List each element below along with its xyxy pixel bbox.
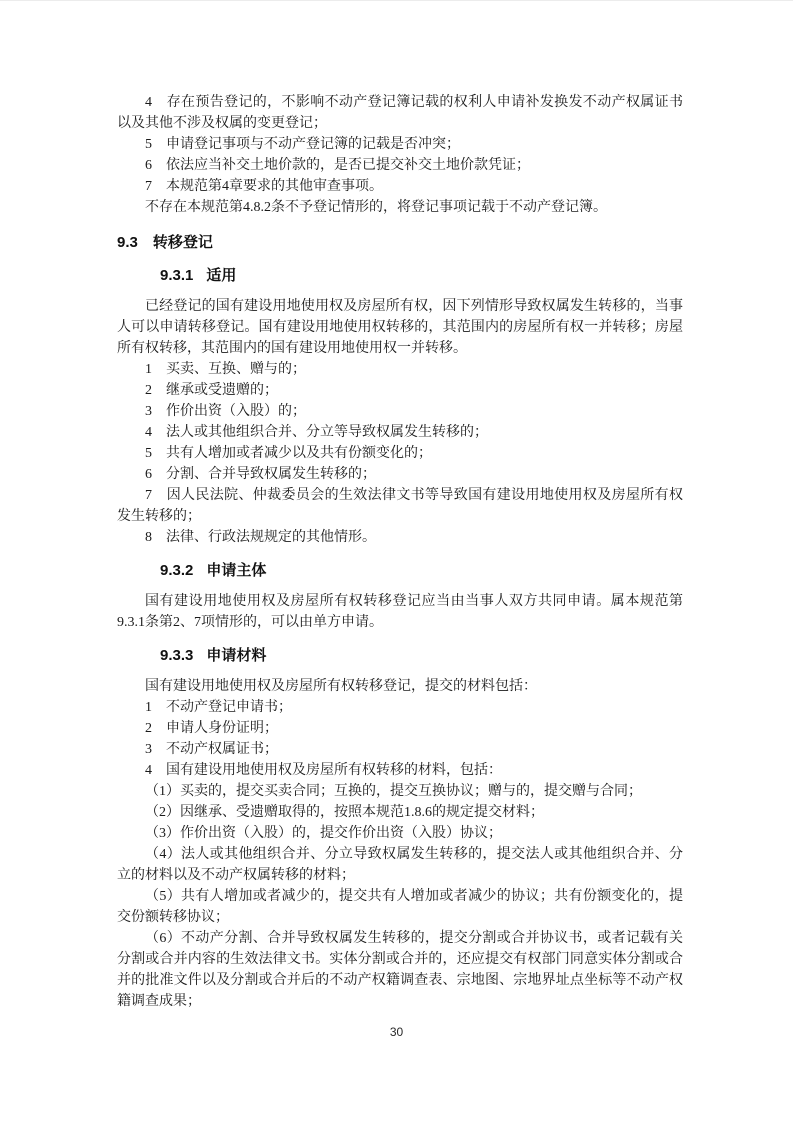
review-item: 7 本规范第4章要求的其他审查事项。 bbox=[145, 179, 383, 194]
subsection-heading-9-3-1 bbox=[160, 265, 683, 286]
subsection-number: 9.3.2 bbox=[160, 562, 194, 579]
paragraph: 国有建设用地使用权及房屋所有权转移登记应当由当事人双方共同申请。属本规范第9.3.1条第2、7项情形的，可以由单方申请。 bbox=[117, 594, 683, 630]
list-item: 3 作价出资（入股）的； bbox=[145, 404, 306, 419]
section-heading-9-3 bbox=[117, 232, 683, 253]
list-item: 4 法人或其他组织合并、分立等导致权属发生转移的； bbox=[145, 425, 488, 440]
list-item: 2 申请人身份证明； bbox=[145, 721, 278, 736]
subsection-title: 适用 bbox=[206, 267, 237, 284]
list-item: （2）因继承、受遗赠取得的，按照本规范1.8.6的规定提交材料； bbox=[145, 805, 544, 820]
list-item: 6 分割、合并导致权属发生转移的； bbox=[145, 467, 376, 482]
list-item: （4）法人或其他组织合并、分立导致权属发生转移的，提交法人或其他组织合并、分立的材料以及不动产权属转移的材料； bbox=[117, 847, 683, 883]
list-item: 7 因人民法院、仲裁委员会的生效法律文书等导致国有建设用地使用权及房屋所有权发生转移的； bbox=[117, 488, 683, 524]
page-content bbox=[117, 92, 683, 1012]
page-number: 30 bbox=[389, 1025, 404, 1039]
list-item: 8 法律、行政法规规定的其他情形。 bbox=[145, 530, 376, 545]
review-item: 6 依法应当补交土地价款的，是否已提交补交土地价款凭证； bbox=[145, 158, 530, 173]
list-item: （6）不动产分割、合并导致权属发生转移的，提交分割或合并协议书，或者记载有关分割或合并内容的生效法律文书。实体分割或合并的，还应提交有权部门同意实体分割或合并的批准文件以及分割或合并后的不动产权籍调查表、宗地图、宗地界址点坐标等不动产权籍调查成果； bbox=[117, 931, 683, 1009]
subsection-number: 9.3.1 bbox=[160, 267, 194, 284]
subsection-heading-9-3-3 bbox=[160, 645, 683, 666]
paragraph: 已经登记的国有建设用地使用权及房屋所有权，因下列情形导致权属发生转移的，当事人可以申请转移登记。国有建设用地使用权转移的，其范围内的房屋所有权一并转移；房屋所有权转移，其范围内的国有建设用地使用权一并转移。 bbox=[117, 299, 683, 356]
review-item: 5 申请登记事项与不动产登记簿的记载是否冲突； bbox=[145, 137, 460, 152]
list-item: 1 买卖、互换、赠与的； bbox=[145, 362, 306, 377]
list-item: 1 不动产登记申请书； bbox=[145, 700, 292, 715]
list-item: 2 继承或受遗赠的； bbox=[145, 383, 278, 398]
subsection-title: 申请主体 bbox=[206, 562, 267, 579]
paragraph: 国有建设用地使用权及房屋所有权转移登记，提交的材料包括： bbox=[145, 679, 537, 694]
section-title: 转移登记 bbox=[152, 234, 213, 251]
list-item: 5 共有人增加或者减少以及共有份额变化的； bbox=[145, 446, 432, 461]
subsection-heading-9-3-2 bbox=[160, 560, 683, 581]
review-item: 4 存在预告登记的，不影响不动产登记簿记载的权利人申请补发换发不动产权属证书以及其他不涉及权属的变更登记； bbox=[117, 95, 683, 131]
list-item: （5）共有人增加或者减少的，提交共有人增加或者减少的协议；共有份额变化的，提交份额转移协议； bbox=[117, 889, 683, 925]
section-number: 9.3 bbox=[117, 234, 138, 251]
list-item: （3）作价出资（入股）的，提交作价出资（入股）协议； bbox=[145, 826, 502, 841]
review-item: 不存在本规范第4.8.2条不予登记情形的，将登记事项记载于不动产登记簿。 bbox=[145, 200, 607, 215]
list-item: （1）买卖的，提交买卖合同；互换的，提交互换协议；赠与的，提交赠与合同； bbox=[145, 784, 642, 799]
subsection-number: 9.3.3 bbox=[160, 647, 194, 664]
subsection-title: 申请材料 bbox=[206, 647, 267, 664]
list-item: 4 国有建设用地使用权及房屋所有权转移的材料，包括： bbox=[145, 763, 502, 778]
list-item: 3 不动产权属证书； bbox=[145, 742, 278, 757]
